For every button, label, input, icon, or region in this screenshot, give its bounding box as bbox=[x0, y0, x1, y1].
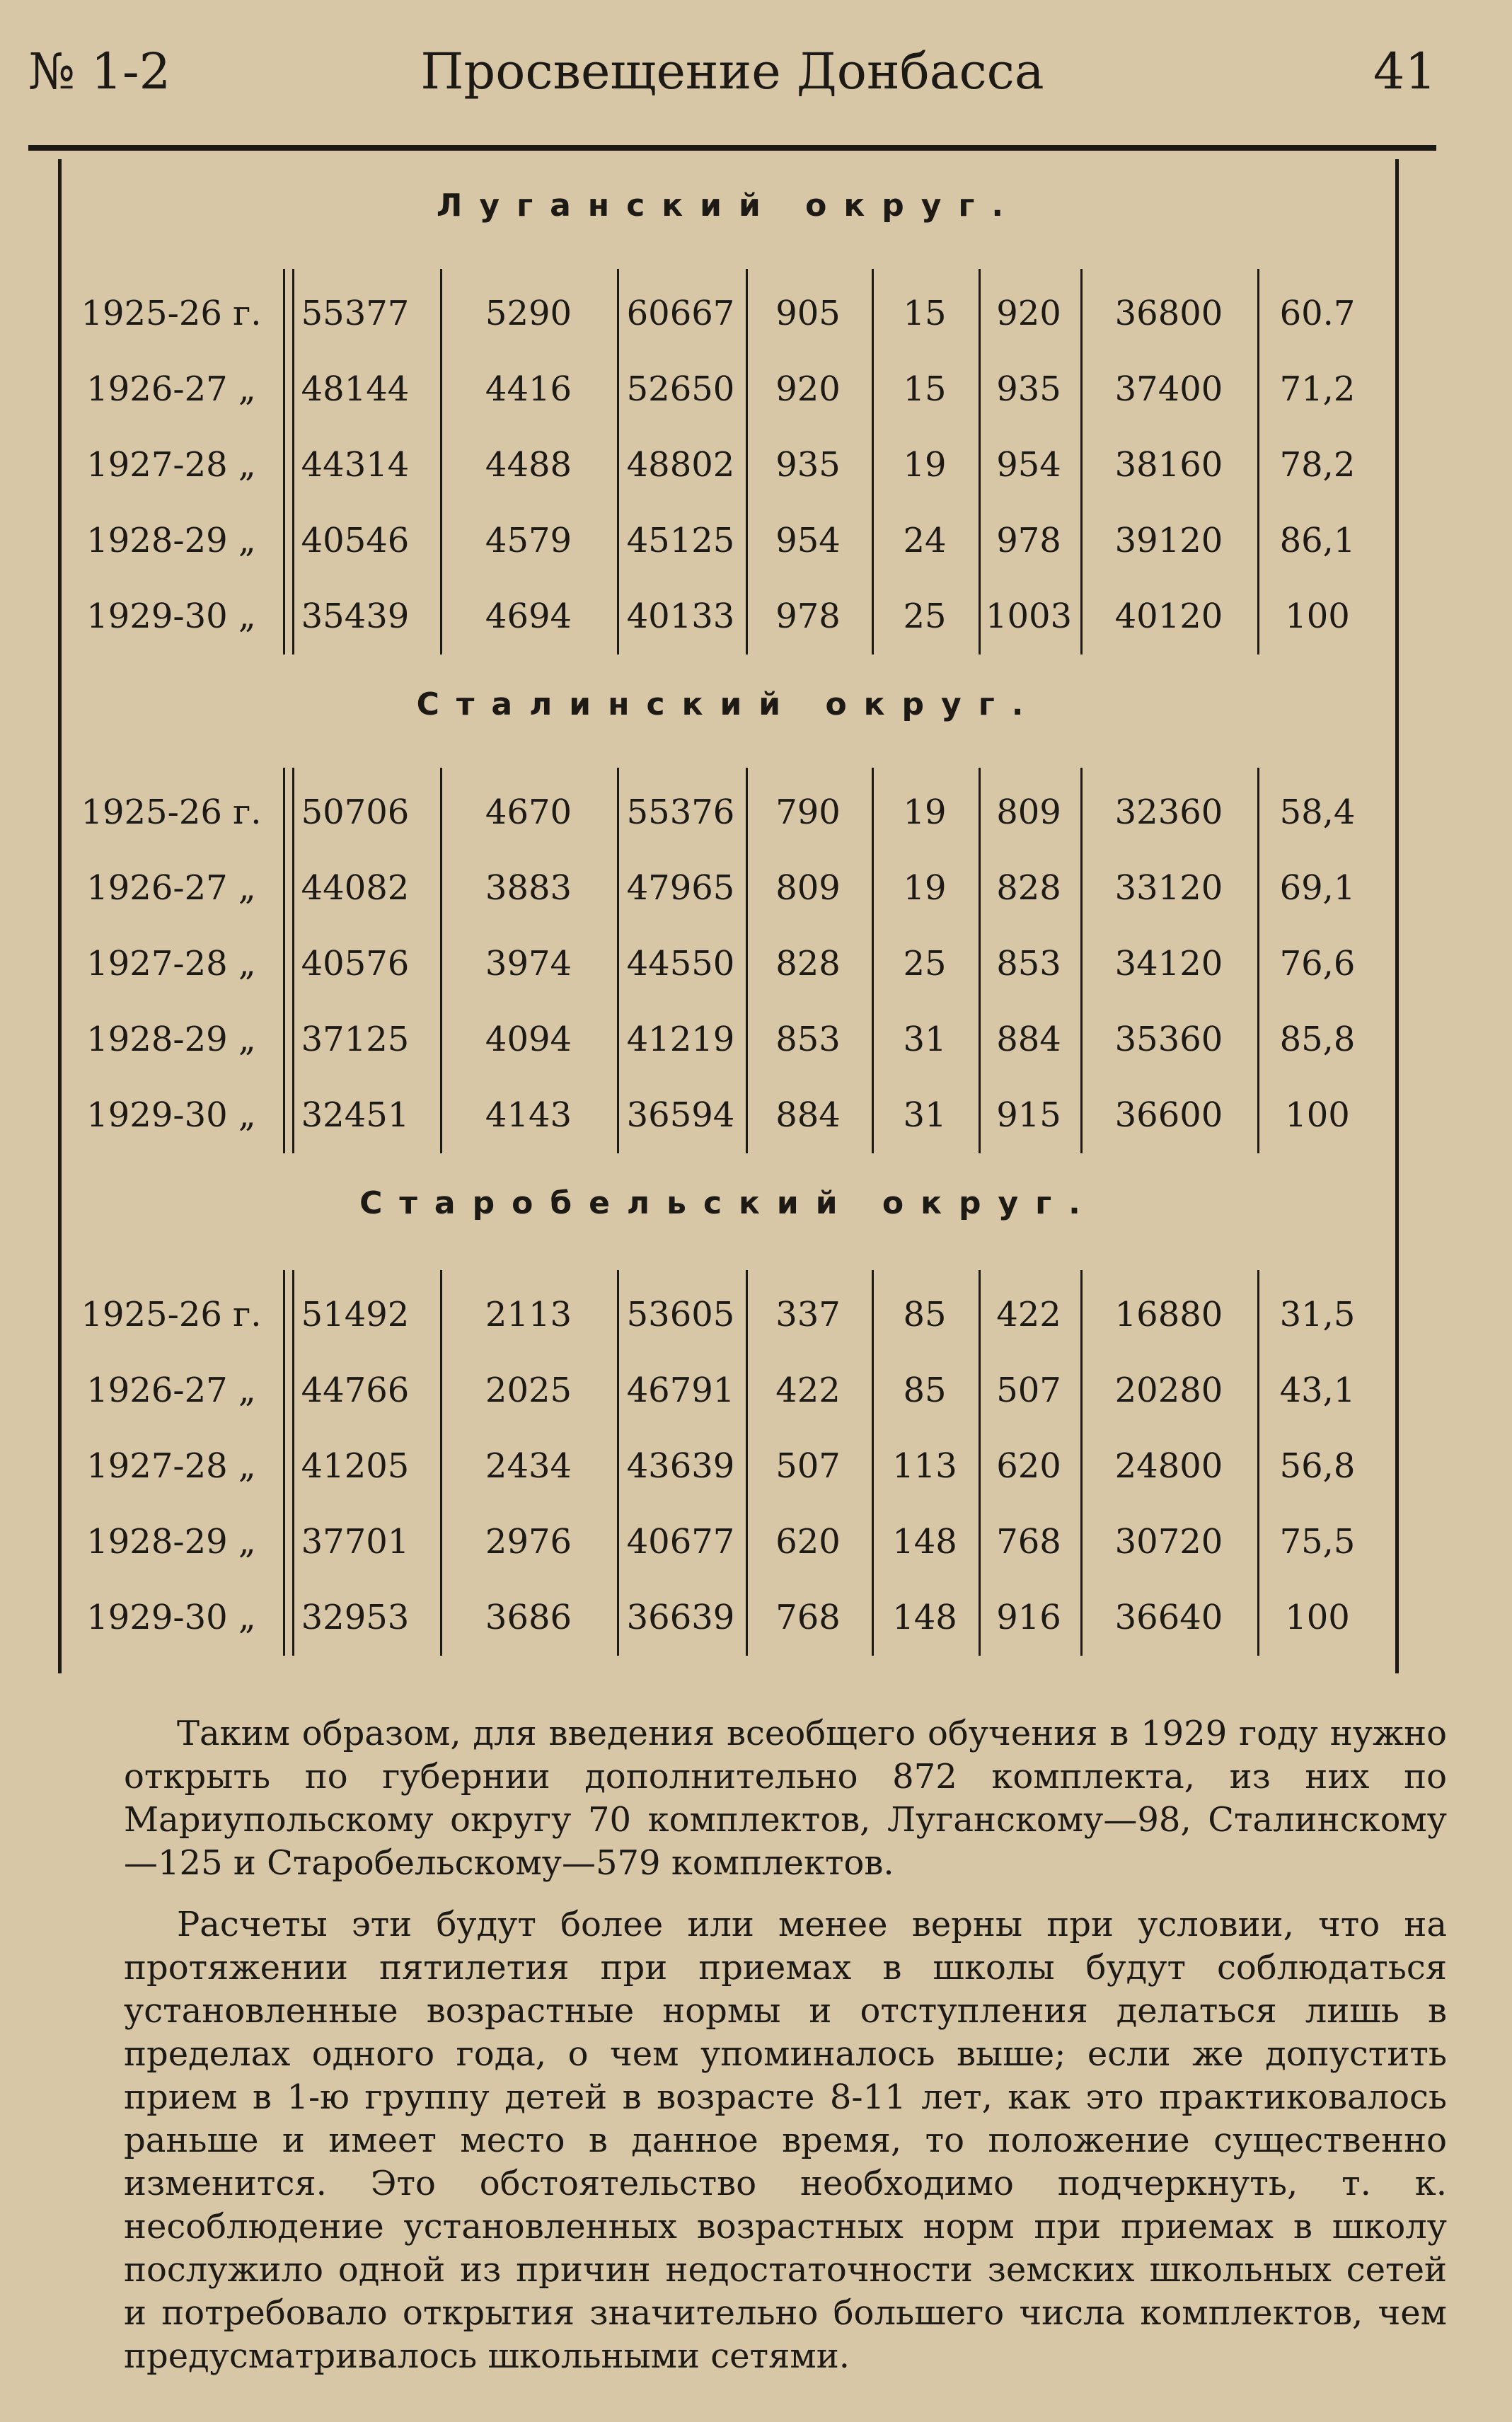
year-cell: 1929-30 „ bbox=[86, 596, 256, 636]
value-cell: 3974 bbox=[485, 944, 572, 984]
value-cell: 920 bbox=[996, 294, 1061, 333]
value-cell: 4143 bbox=[485, 1095, 572, 1135]
value-cell: 53605 bbox=[626, 1295, 735, 1334]
value-cell: 828 bbox=[775, 944, 841, 984]
year-cell: 1929-30 „ bbox=[86, 1598, 256, 1637]
column-divider bbox=[440, 768, 442, 1153]
value-cell: 48802 bbox=[626, 445, 735, 485]
value-cell: 36594 bbox=[626, 1095, 735, 1135]
year-cell: 1927-28 „ bbox=[86, 944, 256, 984]
value-cell: 30720 bbox=[1114, 1522, 1223, 1562]
value-cell: 31,5 bbox=[1279, 1295, 1356, 1334]
district-title: Старобельский округ. bbox=[359, 1185, 1097, 1221]
value-cell: 2976 bbox=[485, 1522, 572, 1562]
value-cell: 44082 bbox=[301, 868, 410, 908]
column-divider bbox=[440, 269, 442, 654]
value-cell: 35439 bbox=[301, 596, 410, 636]
value-cell: 43,1 bbox=[1279, 1371, 1356, 1410]
value-cell: 86,1 bbox=[1279, 521, 1356, 560]
table-row bbox=[62, 926, 1395, 1002]
value-cell: 19 bbox=[903, 792, 947, 832]
value-cell: 5290 bbox=[485, 294, 572, 333]
value-cell: 85 bbox=[903, 1371, 947, 1410]
value-cell: 954 bbox=[996, 445, 1061, 485]
value-cell: 60.7 bbox=[1279, 294, 1356, 333]
table-row bbox=[62, 352, 1395, 427]
table-row bbox=[62, 1353, 1395, 1429]
value-cell: 43639 bbox=[626, 1446, 735, 1486]
value-cell: 37125 bbox=[301, 1020, 410, 1059]
district-rows bbox=[62, 775, 1395, 1153]
page-header bbox=[28, 35, 1436, 120]
value-cell: 44314 bbox=[301, 445, 410, 485]
value-cell: 809 bbox=[996, 792, 1061, 832]
table-row bbox=[62, 1429, 1395, 1504]
value-cell: 100 bbox=[1285, 1095, 1350, 1135]
value-cell: 37701 bbox=[301, 1522, 410, 1562]
table-row bbox=[62, 503, 1395, 579]
value-cell: 71,2 bbox=[1279, 369, 1356, 409]
value-cell: 15 bbox=[903, 294, 947, 333]
issue-number: № 1-2 bbox=[28, 42, 171, 100]
value-cell: 85 bbox=[903, 1295, 947, 1334]
value-cell: 16880 bbox=[1114, 1295, 1223, 1334]
year-cell: 1928-29 „ bbox=[86, 1522, 256, 1562]
column-divider bbox=[746, 768, 748, 1153]
value-cell: 69,1 bbox=[1279, 868, 1356, 908]
value-cell: 55377 bbox=[301, 294, 410, 333]
value-cell: 954 bbox=[775, 521, 841, 560]
value-cell: 35360 bbox=[1114, 1020, 1223, 1059]
column-divider bbox=[283, 1270, 294, 1656]
value-cell: 19 bbox=[903, 868, 947, 908]
column-divider bbox=[872, 1270, 874, 1656]
value-cell: 75,5 bbox=[1279, 1522, 1356, 1562]
table-row bbox=[62, 850, 1395, 926]
value-cell: 47965 bbox=[626, 868, 735, 908]
value-cell: 40120 bbox=[1114, 596, 1223, 636]
value-cell: 58,4 bbox=[1279, 792, 1356, 832]
value-cell: 31 bbox=[903, 1095, 947, 1135]
value-cell: 39120 bbox=[1114, 521, 1223, 560]
column-divider bbox=[440, 1270, 442, 1656]
column-divider bbox=[746, 269, 748, 654]
table-row bbox=[62, 1580, 1395, 1656]
statistics-table bbox=[58, 159, 1399, 1673]
value-cell: 15 bbox=[903, 369, 947, 409]
value-cell: 3686 bbox=[485, 1598, 572, 1637]
value-cell: 100 bbox=[1285, 1598, 1350, 1637]
value-cell: 31 bbox=[903, 1020, 947, 1059]
year-cell: 1927-28 „ bbox=[86, 445, 256, 485]
value-cell: 905 bbox=[775, 294, 841, 333]
value-cell: 148 bbox=[892, 1522, 957, 1562]
column-divider bbox=[617, 768, 619, 1153]
value-cell: 25 bbox=[903, 596, 947, 636]
value-cell: 45125 bbox=[626, 521, 735, 560]
year-cell: 1926-27 „ bbox=[86, 1371, 256, 1410]
value-cell: 40133 bbox=[626, 596, 735, 636]
column-divider bbox=[283, 269, 294, 654]
value-cell: 935 bbox=[996, 369, 1061, 409]
value-cell: 20280 bbox=[1114, 1371, 1223, 1410]
value-cell: 4094 bbox=[485, 1020, 572, 1059]
value-cell: 51492 bbox=[301, 1295, 410, 1334]
value-cell: 768 bbox=[996, 1522, 1061, 1562]
value-cell: 768 bbox=[775, 1598, 841, 1637]
value-cell: 1003 bbox=[985, 596, 1073, 636]
year-cell: 1928-29 „ bbox=[86, 1020, 256, 1059]
value-cell: 620 bbox=[775, 1522, 841, 1562]
paragraph-conclusion: Таким образом, для введения всеобщего обучения в 1929 году нужно открыть по губернии дополнительно 872 комплекта, из них по Мариупольскому округу 70 комплектов, Луганскому—98, Сталинскому—125 и Старобельскому—579 комплектов. bbox=[124, 1714, 1447, 1883]
value-cell: 60667 bbox=[626, 294, 735, 333]
value-cell: 78,2 bbox=[1279, 445, 1356, 485]
column-divider bbox=[872, 269, 874, 654]
column-divider bbox=[283, 768, 294, 1153]
value-cell: 113 bbox=[892, 1446, 957, 1486]
value-cell: 25 bbox=[903, 944, 947, 984]
value-cell: 978 bbox=[996, 521, 1061, 560]
column-divider bbox=[979, 269, 981, 654]
column-divider bbox=[872, 768, 874, 1153]
value-cell: 507 bbox=[996, 1371, 1061, 1410]
table-row bbox=[62, 775, 1395, 850]
year-cell: 1926-27 „ bbox=[86, 868, 256, 908]
value-cell: 148 bbox=[892, 1598, 957, 1637]
table-row bbox=[62, 276, 1395, 352]
year-cell: 1925-26 г. bbox=[81, 294, 262, 333]
value-cell: 33120 bbox=[1114, 868, 1223, 908]
value-cell: 809 bbox=[775, 868, 841, 908]
header-rule bbox=[28, 145, 1436, 151]
value-cell: 52650 bbox=[626, 369, 735, 409]
value-cell: 36640 bbox=[1114, 1598, 1223, 1637]
value-cell: 4670 bbox=[485, 792, 572, 832]
value-cell: 36600 bbox=[1114, 1095, 1223, 1135]
column-divider bbox=[1257, 1270, 1259, 1656]
value-cell: 2113 bbox=[485, 1295, 572, 1334]
value-cell: 4488 bbox=[485, 445, 572, 485]
table-row bbox=[62, 579, 1395, 654]
value-cell: 41205 bbox=[301, 1446, 410, 1486]
year-cell: 1925-26 г. bbox=[81, 792, 262, 832]
column-divider bbox=[979, 768, 981, 1153]
table-row bbox=[62, 1002, 1395, 1078]
value-cell: 790 bbox=[775, 792, 841, 832]
value-cell: 100 bbox=[1285, 596, 1350, 636]
district-rows bbox=[62, 276, 1395, 654]
value-cell: 36639 bbox=[626, 1598, 735, 1637]
value-cell: 915 bbox=[996, 1095, 1061, 1135]
value-cell: 620 bbox=[996, 1446, 1061, 1486]
column-divider bbox=[1080, 768, 1083, 1153]
value-cell: 4579 bbox=[485, 521, 572, 560]
value-cell: 34120 bbox=[1114, 944, 1223, 984]
year-cell: 1926-27 „ bbox=[86, 369, 256, 409]
journal-title: Просвещение Донбасса bbox=[420, 42, 1044, 100]
value-cell: 44550 bbox=[626, 944, 735, 984]
value-cell: 40677 bbox=[626, 1522, 735, 1562]
column-divider bbox=[979, 1270, 981, 1656]
value-cell: 85,8 bbox=[1279, 1020, 1356, 1059]
value-cell: 44766 bbox=[301, 1371, 410, 1410]
value-cell: 56,8 bbox=[1279, 1446, 1356, 1486]
value-cell: 24800 bbox=[1114, 1446, 1223, 1486]
value-cell: 55376 bbox=[626, 792, 735, 832]
value-cell: 40546 bbox=[301, 521, 410, 560]
value-cell: 36800 bbox=[1114, 294, 1223, 333]
value-cell: 76,6 bbox=[1279, 944, 1356, 984]
column-divider bbox=[1080, 269, 1083, 654]
value-cell: 4694 bbox=[485, 596, 572, 636]
value-cell: 935 bbox=[775, 445, 841, 485]
column-divider bbox=[746, 1270, 748, 1656]
value-cell: 884 bbox=[775, 1095, 841, 1135]
column-divider bbox=[617, 269, 619, 654]
table-row bbox=[62, 1078, 1395, 1153]
value-cell: 3883 bbox=[485, 868, 572, 908]
value-cell: 422 bbox=[996, 1295, 1061, 1334]
value-cell: 853 bbox=[775, 1020, 841, 1059]
value-cell: 4416 bbox=[485, 369, 572, 409]
value-cell: 422 bbox=[775, 1371, 841, 1410]
value-cell: 19 bbox=[903, 445, 947, 485]
value-cell: 38160 bbox=[1114, 445, 1223, 485]
table-row bbox=[62, 1504, 1395, 1580]
column-divider bbox=[1257, 269, 1259, 654]
value-cell: 24 bbox=[903, 521, 947, 560]
year-cell: 1929-30 „ bbox=[86, 1095, 256, 1135]
column-divider bbox=[617, 1270, 619, 1656]
value-cell: 32451 bbox=[301, 1095, 410, 1135]
table-row bbox=[62, 1277, 1395, 1353]
district-title: Сталинский округ. bbox=[416, 686, 1041, 722]
value-cell: 32360 bbox=[1114, 792, 1223, 832]
value-cell: 32953 bbox=[301, 1598, 410, 1637]
value-cell: 916 bbox=[996, 1598, 1061, 1637]
page-number: 41 bbox=[1373, 42, 1436, 100]
value-cell: 337 bbox=[775, 1295, 841, 1334]
value-cell: 50706 bbox=[301, 792, 410, 832]
column-divider bbox=[1080, 1270, 1083, 1656]
table-row bbox=[62, 427, 1395, 503]
year-cell: 1927-28 „ bbox=[86, 1446, 256, 1486]
paragraph-conditions: Расчеты эти будут более или менее верны при условии, что на протяжении пятилетия при приемах в школы будут соблюдаться установленные возрастные нормы и отступления делаться лишь в пределах одного года, о чем упоминалось выше; если же допустить прием в 1-ю группу детей в возрасте 8-11 лет, как это практиковалось раньше и имеет место в данное время, то положение существенно изменится. Это обстоятельство необходимо подчеркнуть, т. к. несоблюдение установленных возрастных норм при приемах в школу послужило одной из причин недостаточности земских школьных сетей и потребовало открытия значительно большего числа комплектов, чем предусматривалось школьными сетями. bbox=[124, 1905, 1447, 2376]
value-cell: 41219 bbox=[626, 1020, 735, 1059]
value-cell: 828 bbox=[996, 868, 1061, 908]
value-cell: 37400 bbox=[1114, 369, 1223, 409]
district-rows bbox=[62, 1277, 1395, 1656]
value-cell: 46791 bbox=[626, 1371, 735, 1410]
column-divider bbox=[1257, 768, 1259, 1153]
value-cell: 48144 bbox=[301, 369, 410, 409]
value-cell: 853 bbox=[996, 944, 1061, 984]
year-cell: 1928-29 „ bbox=[86, 521, 256, 560]
value-cell: 884 bbox=[996, 1020, 1061, 1059]
value-cell: 978 bbox=[775, 596, 841, 636]
value-cell: 920 bbox=[775, 369, 841, 409]
value-cell: 507 bbox=[775, 1446, 841, 1486]
value-cell: 40576 bbox=[301, 944, 410, 984]
year-cell: 1925-26 г. bbox=[81, 1295, 262, 1334]
district-title: Луганский округ. bbox=[436, 188, 1021, 224]
value-cell: 2025 bbox=[485, 1371, 572, 1410]
value-cell: 2434 bbox=[485, 1446, 572, 1486]
